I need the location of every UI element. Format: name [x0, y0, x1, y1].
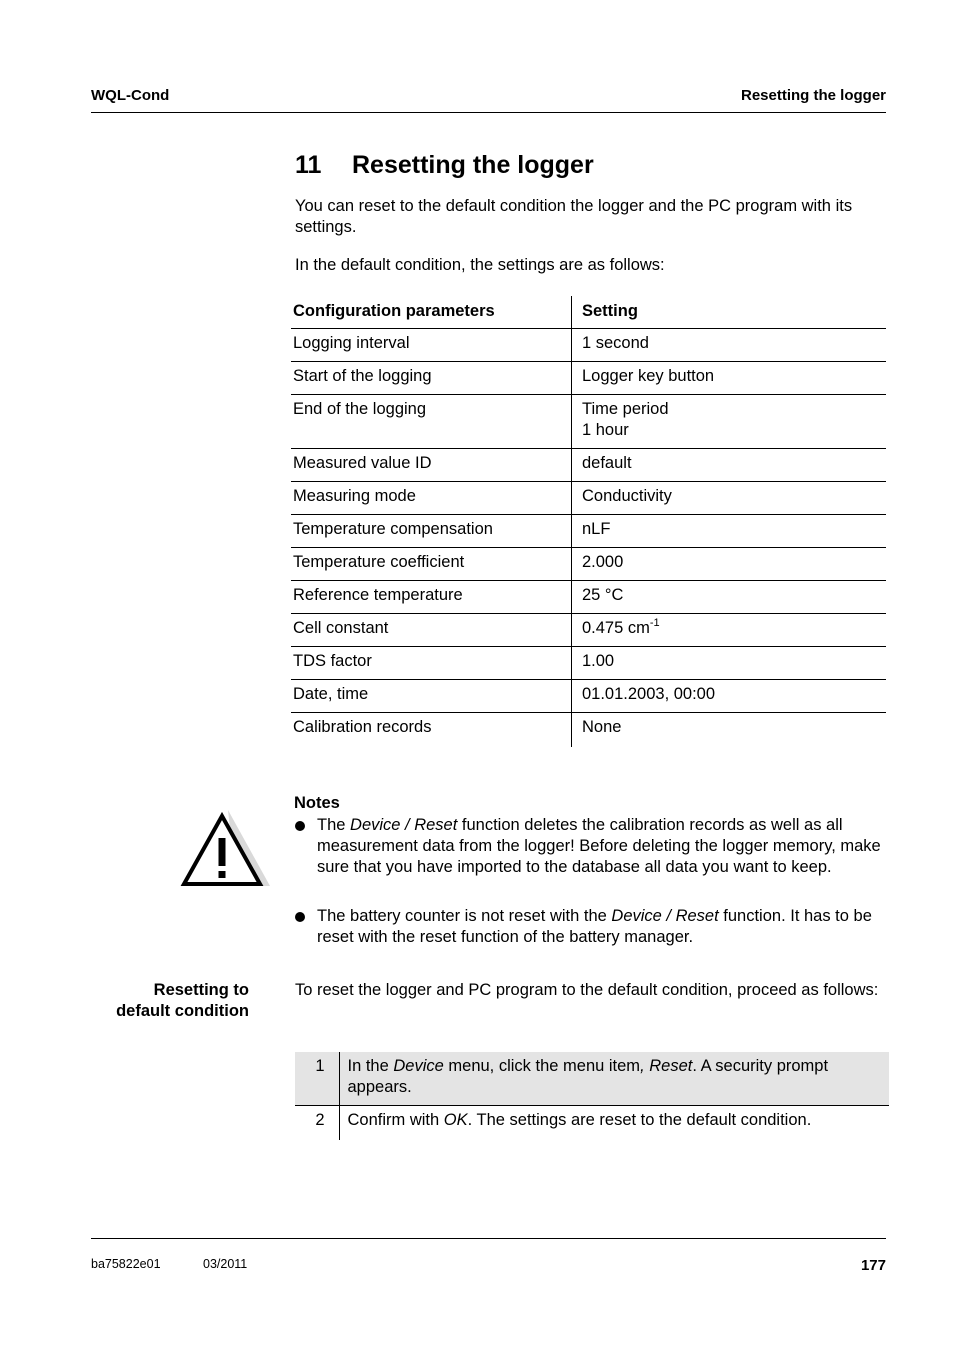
side-heading-line-1: Resetting to [153, 981, 249, 999]
setting-cell: Conductivity [572, 482, 887, 515]
table-row [291, 482, 886, 515]
param-cell: Logging interval [291, 329, 572, 362]
table-row [291, 362, 886, 395]
step-number: 2 [295, 1106, 339, 1141]
param-cell: Cell constant [291, 614, 572, 647]
step-text [339, 1106, 889, 1141]
note-text: The battery counter is not reset with the [317, 907, 612, 925]
param-cell: Measured value ID [291, 449, 572, 482]
reset-intro: To reset the logger and PC program to the default condition, proceed as follows: [295, 981, 879, 999]
table-row [291, 449, 886, 482]
setting-line-2: 1 hour [582, 421, 629, 439]
table-row [291, 515, 886, 548]
notes-title: Notes [294, 794, 340, 812]
table-row [291, 647, 886, 680]
intro-paragraph-2: In the default condition, the settings are as follows: [295, 256, 665, 274]
param-cell: TDS factor [291, 647, 572, 680]
setting-cell: Logger key button [572, 362, 887, 395]
param-cell: Start of the logging [291, 362, 572, 395]
param-cell: Reference temperature [291, 581, 572, 614]
step-text-part: menu, click the menu item [443, 1057, 641, 1075]
note-text: function deletes the calibration records as well as all measurement data from the logger! Before deleting the logger memory, make sure that you have imported to the database all data you want to keep. [317, 816, 881, 876]
chapter-title-text: Resetting the logger [352, 151, 594, 179]
setting-cell: 2.000 [572, 548, 887, 581]
step-number: 1 [295, 1052, 339, 1106]
table-header-setting: Setting [582, 302, 638, 320]
setting-cell [572, 614, 887, 647]
step-button-name: OK [443, 1111, 468, 1129]
setting-cell [572, 395, 887, 449]
step-text-part: . The settings are reset to the default condition. [467, 1111, 812, 1129]
footer-date: 03/2011 [203, 1257, 248, 1271]
page-number: 177 [860, 1257, 886, 1274]
side-heading-line-2: default condition [116, 1002, 249, 1020]
setting-cell: 25 °C [572, 581, 887, 614]
bullet-dot-icon [295, 912, 305, 922]
step-row [295, 1052, 889, 1106]
note-bullet-2 [295, 906, 887, 948]
table-row [291, 395, 886, 449]
param-cell: Calibration records [291, 713, 572, 748]
bullet-dot-icon [295, 821, 305, 831]
setting-value: 0.475 cm [582, 619, 650, 637]
note-menu-path: Device / Reset [611, 907, 719, 925]
table-row [291, 581, 886, 614]
default-settings-table [291, 296, 886, 747]
setting-cell: 1 second [572, 329, 887, 362]
setting-line-1: Time period [582, 400, 669, 418]
table-header-row [291, 296, 886, 329]
param-cell: End of the logging [291, 395, 572, 449]
table-header-param: Configuration parameters [291, 296, 572, 329]
setting-cell: nLF [572, 515, 887, 548]
setting-superscript: -1 [649, 617, 660, 629]
table-row [291, 713, 886, 748]
footer-rule [91, 1238, 886, 1239]
chapter-title [295, 151, 594, 180]
running-header-left: WQL-Cond [91, 87, 170, 104]
table-row [291, 680, 886, 713]
step-text-part: In the [347, 1057, 394, 1075]
table-row [291, 614, 886, 647]
setting-cell: 01.01.2003, 00:00 [572, 680, 887, 713]
step-menu-item: , Reset [640, 1057, 693, 1075]
step-text [339, 1052, 889, 1106]
param-cell: Measuring mode [291, 482, 572, 515]
setting-cell: default [572, 449, 887, 482]
note-menu-path: Device / Reset [350, 816, 458, 834]
step-text-part: Confirm with [347, 1111, 444, 1129]
table-row [291, 329, 886, 362]
header-rule [91, 112, 886, 113]
table-row [291, 548, 886, 581]
note-bullet-1 [295, 815, 887, 878]
step-text-part: . A security prompt appears. [347, 1057, 829, 1096]
intro-paragraph-1: You can reset to the default condition the logger and the PC program with its settings. [295, 197, 853, 236]
param-cell: Temperature coefficient [291, 548, 572, 581]
warning-triangle-icon [180, 808, 270, 890]
steps-table [295, 1052, 889, 1140]
param-cell: Date, time [291, 680, 572, 713]
side-heading [116, 980, 249, 1022]
running-header-right: Resetting the logger [740, 87, 886, 104]
param-cell: Temperature compensation [291, 515, 572, 548]
chapter-number: 11 [295, 151, 322, 179]
note-text: function. It has to be reset with the reset function of the battery manager. [317, 907, 872, 946]
step-row [295, 1106, 889, 1141]
note-text: The [317, 816, 351, 834]
setting-cell: None [572, 713, 887, 748]
step-menu-name: Device [393, 1057, 444, 1075]
setting-cell: 1.00 [572, 647, 887, 680]
footer-doc-id: ba75822e01 [91, 1257, 161, 1271]
